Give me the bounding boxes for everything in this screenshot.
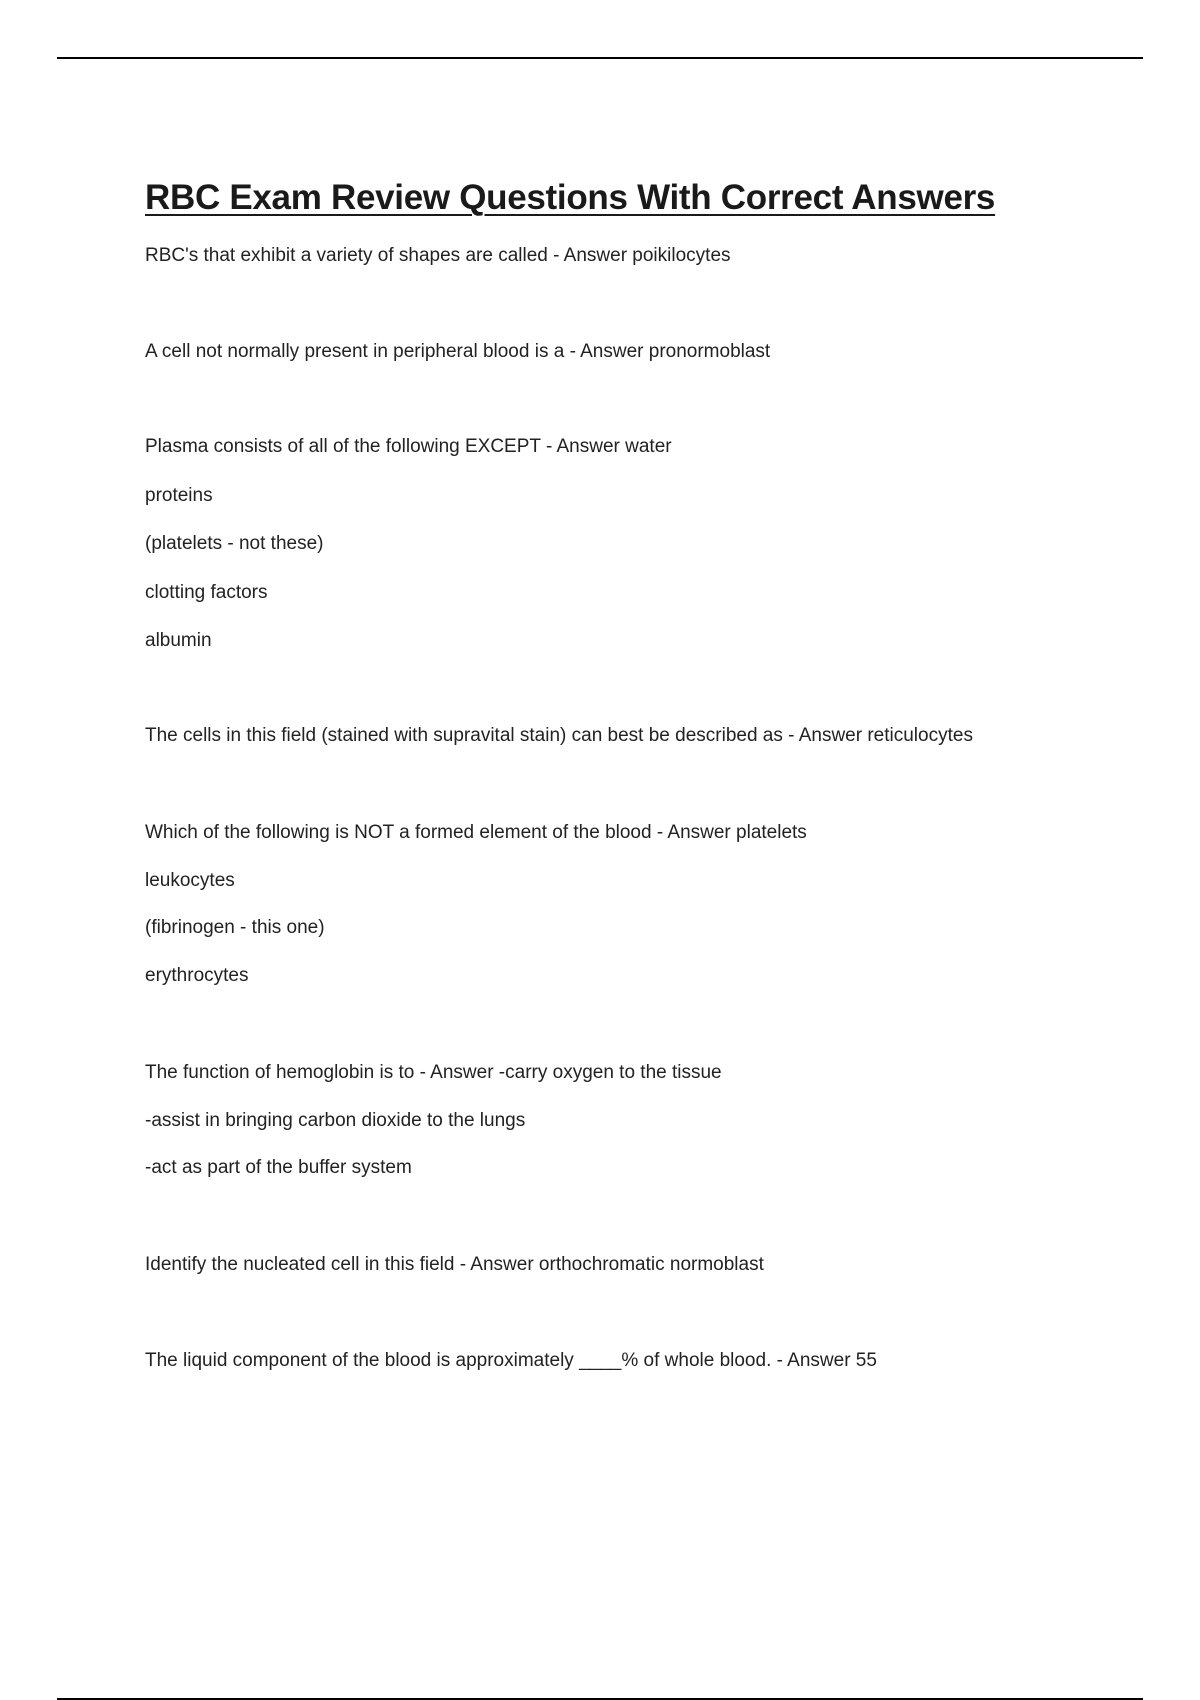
question-8: The liquid component of the blood is approximately ____% of whole blood. - Answer 55 <box>145 1350 877 1371</box>
answer-option: erythrocytes <box>145 965 249 986</box>
answer-option: clotting factors <box>145 582 268 603</box>
question-2: A cell not normally present in peripheral blood is a - Answer pronormoblast <box>145 341 771 362</box>
answer-option: (fibrinogen - this one) <box>145 917 325 938</box>
answer-option: (platelets - not these) <box>145 533 324 554</box>
answer-option: -act as part of the buffer system <box>145 1157 412 1178</box>
answer-option: -assist in bringing carbon dioxide to the lungs <box>145 1110 526 1131</box>
answer-option: proteins <box>145 485 213 506</box>
answer-option: leukocytes <box>145 870 235 891</box>
answer-option: albumin <box>145 630 212 651</box>
question-3: Plasma consists of all of the following EXCEPT - Answer water <box>145 436 672 457</box>
top-rule <box>57 57 1143 59</box>
question-4: The cells in this field (stained with supravital stain) can best be described as - Answer reticulocytes <box>145 725 973 746</box>
question-1: RBC's that exhibit a variety of shapes are called - Answer poikilocytes <box>145 245 731 266</box>
question-5: Which of the following is NOT a formed element of the blood - Answer platelets <box>145 822 807 843</box>
question-7: Identify the nucleated cell in this field - Answer orthochromatic normoblast <box>145 1254 764 1275</box>
question-6: The function of hemoglobin is to - Answer -carry oxygen to the tissue <box>145 1062 722 1083</box>
document-title: RBC Exam Review Questions With Correct Answers <box>145 178 996 217</box>
